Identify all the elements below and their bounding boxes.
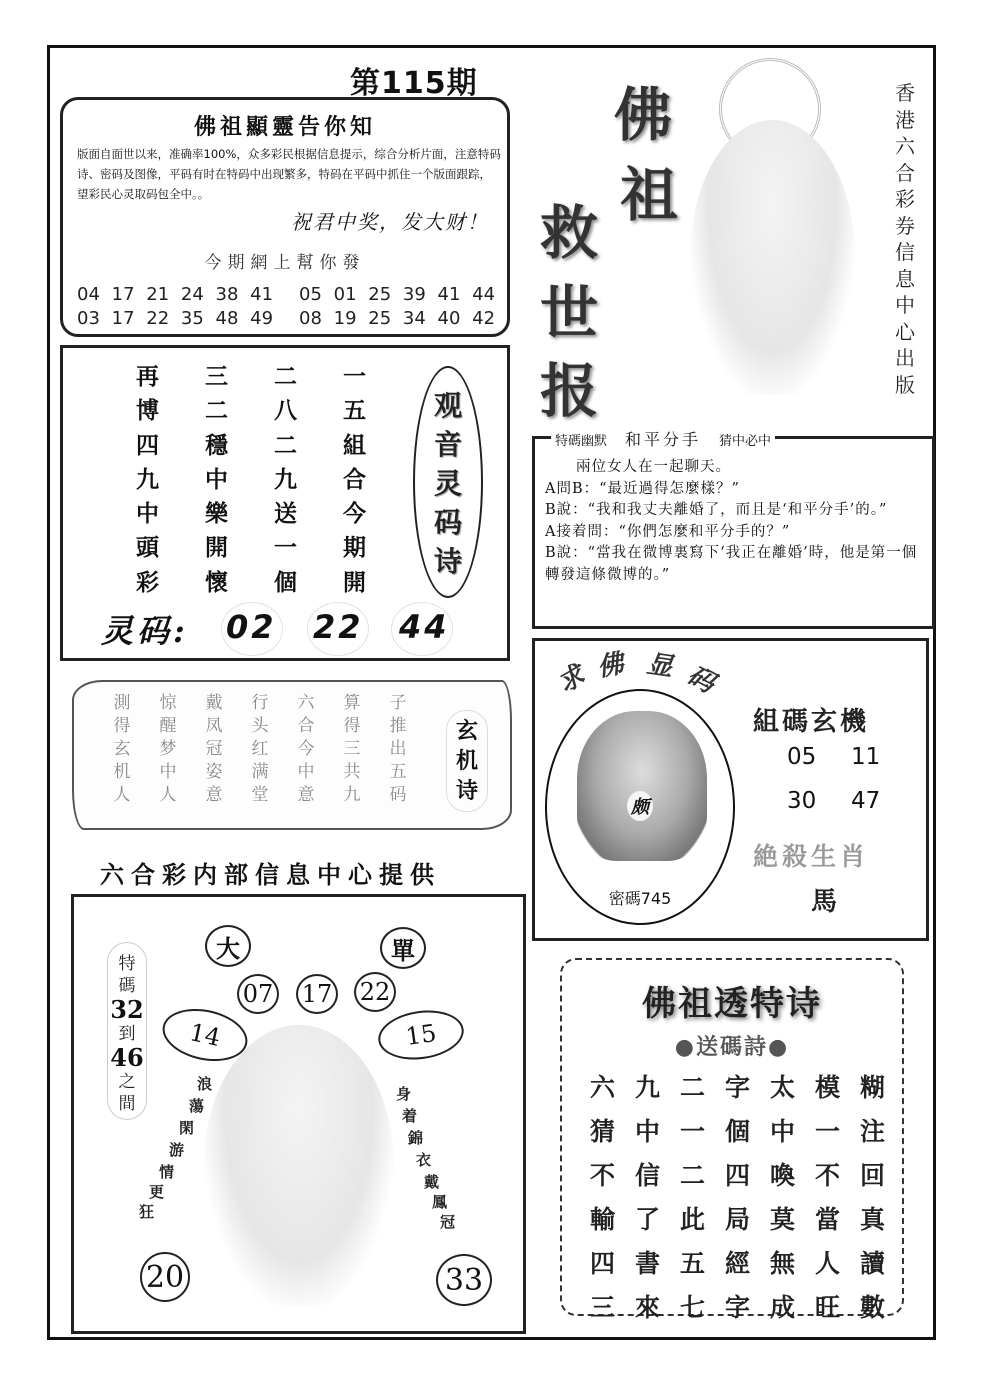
oval-title xyxy=(415,386,481,581)
fozu-poem-subtitle: ●送碼詩● xyxy=(674,1034,790,1060)
xuanji-badge xyxy=(446,710,488,812)
number-oval: 14 xyxy=(158,1002,253,1069)
arc-char: 求 xyxy=(552,660,591,700)
combo-number: 05 xyxy=(787,744,817,770)
notice-wish: 祝君中奖，发大财！ xyxy=(291,210,489,234)
publisher-char: 息 xyxy=(895,266,915,291)
joke-box xyxy=(532,430,935,629)
poem-char: 穩 xyxy=(205,431,228,459)
publisher-vertical xyxy=(892,80,918,398)
scroll-column: 子 推 出 五 码 xyxy=(389,693,407,805)
laughing-buddha-image xyxy=(577,711,707,861)
maitreya-box xyxy=(532,638,929,941)
pill-char: 特 xyxy=(118,954,136,974)
publisher-char: 券 xyxy=(895,213,915,238)
joke-line: B說：“當我在微博裏寫下‘我正在離婚’時，他是第一個轉發這條微博的。” xyxy=(545,545,918,583)
kill-zodiac-title: 絶殺生肖 xyxy=(753,842,870,871)
fozu-poem-title: 佛祖透特诗 xyxy=(642,984,822,1024)
number-row: 08 19 25 34 40 42 xyxy=(299,308,496,329)
poem-char: 合 xyxy=(343,465,366,493)
badge-char: 机 xyxy=(455,748,478,774)
number-circle: 22 xyxy=(354,972,396,1012)
joke-header xyxy=(551,427,775,450)
ling-number: 22 xyxy=(313,608,364,646)
standing-goddess-image xyxy=(690,120,855,395)
poem-char: 四 xyxy=(136,431,159,459)
poem-char: 組 xyxy=(343,431,366,459)
poem-grid xyxy=(113,358,389,598)
poem-char: 九 xyxy=(274,465,297,493)
goddess-panel xyxy=(71,894,526,1334)
badge-char: 诗 xyxy=(455,778,478,804)
fozu-poem-box xyxy=(560,958,904,1322)
number-oval: 15 xyxy=(375,1005,467,1065)
combo-number: 11 xyxy=(851,744,881,770)
left-diagonal-verse: 浪 蕩 閑 游 情 更 狂 xyxy=(139,1075,213,1221)
arc-char: 佛 xyxy=(595,648,626,683)
scroll-column: 六 合 今 中 意 xyxy=(297,693,315,805)
masthead-char: 救 xyxy=(540,199,599,267)
masthead-char: 佛 xyxy=(614,81,673,149)
poem-char: 一 xyxy=(343,363,366,390)
masthead-char: 报 xyxy=(540,357,599,425)
publisher-char: 六 xyxy=(895,134,915,158)
publisher-char: 中 xyxy=(895,293,915,317)
poem-char: 懷 xyxy=(205,568,228,596)
ling-number: 02 xyxy=(226,608,277,646)
seated-goddess-image xyxy=(204,1025,394,1305)
combo-number: 47 xyxy=(851,788,881,814)
poem-char: 再 xyxy=(136,363,159,390)
joke-line: B說：“我和我丈夫離婚了，而且是‘和平分手’的。” xyxy=(545,502,888,518)
poem-char: 三 xyxy=(205,363,228,390)
xuanji-scroll xyxy=(72,680,512,830)
right-diagonal-verse: 身 着 錦 衣 戴 鳳 冠 xyxy=(396,1085,456,1231)
guanyin-poem-title-oval xyxy=(413,366,483,598)
poem-char: 九 xyxy=(136,465,159,493)
big-label-circle: 大 xyxy=(205,925,251,967)
poem-char: 二 xyxy=(274,363,297,390)
secret-code: 密碼745 xyxy=(608,889,672,908)
range-from: 32 xyxy=(110,995,144,1024)
poem-char: 博 xyxy=(136,397,159,425)
joke-line: A接着問：“你們怎麼和平分手的？” xyxy=(545,523,791,540)
publisher-char: 心 xyxy=(895,319,915,344)
scroll-column: 行 头 红 满 堂 xyxy=(251,693,269,805)
scroll-column: 戴 凤 冠 姿 意 xyxy=(205,693,223,805)
poem-char: 今 xyxy=(343,500,366,528)
joke-header-left: 特碼幽默 xyxy=(555,434,608,449)
poem-char: 二 xyxy=(274,431,297,459)
publisher-char: 出 xyxy=(895,346,915,370)
joke-header-title: 和平分手 xyxy=(625,430,702,449)
notice-body: 版面自面世以来，准确率100%，众多彩民根据信息提示，综合分析片面，注意特码诗、密码及图像，平码有时在特码中出现繁多，特码在平码中抓住一个版面跟踪，望彩民心灵取码包全中。。 xyxy=(77,147,501,201)
title-char: 码 xyxy=(433,506,462,539)
ling-code-label: 灵码: xyxy=(101,612,189,650)
number-circle: 33 xyxy=(436,1254,492,1306)
poem-char: 送 xyxy=(274,500,297,528)
poem-char: 頭 xyxy=(136,534,159,562)
poem-char: 彩 xyxy=(136,568,159,596)
scroll-columns xyxy=(104,692,416,807)
poem-char: 中 xyxy=(136,500,159,528)
number-circle: 17 xyxy=(296,974,338,1014)
pill-char: 之 xyxy=(118,1072,136,1092)
number-circle: 20 xyxy=(140,1252,190,1302)
masthead-char: 世 xyxy=(540,279,599,347)
combo-title: 組碼玄機 xyxy=(753,707,870,737)
provider-line: 六合彩内部信息中心提供 xyxy=(100,860,441,889)
poem-char: 八 xyxy=(274,397,297,425)
scroll-column: 測 得 玄 机 人 xyxy=(113,693,131,805)
badge-char: 玄 xyxy=(455,718,478,744)
notice-box xyxy=(60,97,510,337)
number-row: 04 17 21 24 38 41 xyxy=(77,284,274,305)
arc-char: 码 xyxy=(682,660,720,700)
odd-label-circle: 單 xyxy=(380,927,426,969)
publisher-char: 合 xyxy=(895,160,915,185)
poem-char: 樂 xyxy=(205,500,228,528)
title-char: 灵 xyxy=(433,467,462,500)
poem-char: 一 xyxy=(274,534,297,562)
maitreya-oval xyxy=(545,689,735,925)
combo-number: 30 xyxy=(787,788,817,814)
belly-char: 颇 xyxy=(627,791,653,821)
poem-char: 期 xyxy=(343,534,366,562)
poem-char: 五 xyxy=(343,397,366,425)
scroll-column: 惊 醒 梦 中 人 xyxy=(159,693,177,805)
poem-char: 個 xyxy=(274,568,297,596)
number-row: 05 01 25 39 41 44 xyxy=(299,284,496,305)
joke-line: 兩位女人在一起聊天。 xyxy=(545,459,731,475)
poem-char: 二 xyxy=(205,397,228,425)
publisher-char: 香 xyxy=(895,81,915,105)
poem-char: 開 xyxy=(205,534,228,562)
pill-char: 碼 xyxy=(118,976,136,996)
arc-char: 显 xyxy=(644,649,675,683)
guanyin-poem-box xyxy=(60,345,510,661)
publisher-char: 彩 xyxy=(895,187,915,211)
issue-number: 第115期 xyxy=(350,66,478,101)
scroll-column: 算 得 三 共 九 xyxy=(343,693,361,805)
notice-subtitle: 今期網上幫你發 xyxy=(204,253,366,273)
range-to: 46 xyxy=(110,1043,144,1072)
title-char: 观 xyxy=(433,389,462,422)
joke-header-right: 猜中必中 xyxy=(719,434,772,449)
number-circle: 07 xyxy=(237,974,279,1014)
publisher-char: 信 xyxy=(895,240,915,264)
title-char: 音 xyxy=(433,428,462,461)
fozu-poem-grid: 六 九 二 字 太 模 糊 猜 中 一 個 中 一 注 不 信 二 四 喚 不 回 輸 了 此 局 莫 當 真 四 書 五 經 無 人 讀 三 來 七 字 成 旺 數 xyxy=(589,1073,885,1322)
title-char: 诗 xyxy=(433,545,462,578)
kill-zodiac: 馬 xyxy=(811,887,838,917)
ling-number: 44 xyxy=(399,608,450,646)
publisher-char: 港 xyxy=(895,107,915,132)
joke-body xyxy=(545,457,930,586)
masthead-char: 祖 xyxy=(620,161,679,229)
number-row: 03 17 22 35 48 49 xyxy=(77,308,274,329)
poem-char: 開 xyxy=(343,568,366,596)
publisher-char: 版 xyxy=(895,372,915,397)
notice-title: 佛祖顯靈告你知 xyxy=(193,114,376,140)
joke-line: A問B：“最近過得怎麼樣？” xyxy=(545,480,740,497)
pill-char: 到 xyxy=(118,1024,136,1044)
pill-char: 間 xyxy=(118,1094,136,1114)
poem-char: 中 xyxy=(205,465,228,493)
